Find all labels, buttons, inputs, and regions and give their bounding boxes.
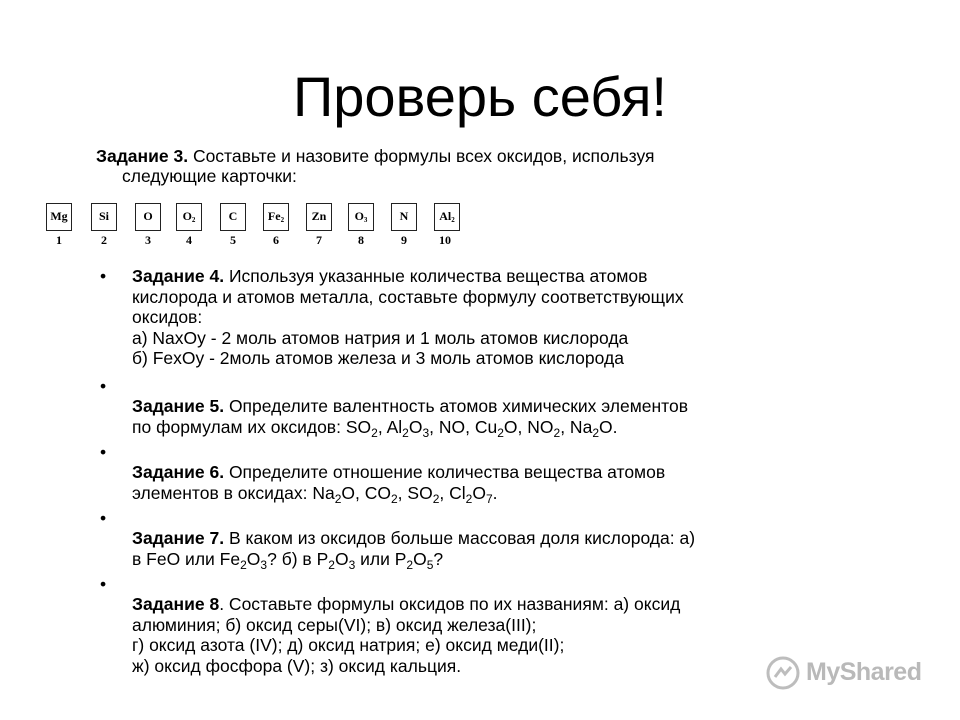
card-symbol: Mg bbox=[50, 209, 68, 223]
card-number: 7 bbox=[316, 233, 322, 247]
element-card bbox=[46, 203, 72, 231]
bullet-icon: • bbox=[100, 376, 107, 396]
card-number: 1 bbox=[56, 233, 62, 247]
card-symbol: Fe bbox=[267, 209, 281, 223]
watermark bbox=[766, 656, 926, 690]
card-number: 6 bbox=[273, 233, 279, 247]
element-card bbox=[263, 203, 289, 231]
card-number: 9 bbox=[401, 233, 407, 247]
card-subscript: 3 bbox=[363, 216, 368, 224]
task-7-line-2: в FeO или $Fe_2O_3$? б) в $P_2O_3$ или $P_2O_5$? bbox=[132, 548, 444, 572]
task-3-text-cont: следующие карточки: bbox=[122, 166, 297, 186]
card-subscript: 2 bbox=[451, 216, 455, 224]
task-4-line-1: Используя указанные количества вещества атомов bbox=[228, 266, 648, 286]
watermark-text: MyShared bbox=[806, 658, 922, 686]
card-symbol: O bbox=[143, 209, 153, 223]
element-card bbox=[348, 203, 374, 231]
task-8-line-4: ж) оксид фосфора (V); з) оксид кальция. bbox=[132, 655, 462, 676]
element-card bbox=[91, 203, 117, 231]
card-subscript: 2 bbox=[191, 216, 196, 224]
myshared-logo-icon bbox=[766, 656, 800, 690]
bullet-icon: • bbox=[100, 266, 107, 286]
card-number: 3 bbox=[145, 233, 151, 247]
task-6 bbox=[100, 442, 840, 506]
task-6-line-1: Определите отношение количества вещества атомов bbox=[228, 462, 666, 482]
card-number: 2 bbox=[101, 233, 107, 247]
bullet-icon: • bbox=[100, 508, 107, 528]
page-title: Проверь себя! bbox=[293, 65, 667, 128]
task-3-text: Составьте и назовите формулы всех оксидов, используя bbox=[192, 146, 655, 166]
card-number: 10 bbox=[439, 233, 451, 247]
card-number: 5 bbox=[230, 233, 236, 247]
task-5-line-2: по формулам их оксидов: bbox=[132, 416, 341, 437]
task-7-line-1: В каком из оксидов больше массовая доля кислорода: а) bbox=[228, 528, 696, 548]
element-card bbox=[306, 203, 332, 231]
task-8 bbox=[100, 574, 840, 676]
task-3-label: Задание 3. bbox=[96, 146, 189, 166]
task-6-label: Задание 6. bbox=[132, 462, 225, 482]
card-symbol: O bbox=[182, 209, 192, 223]
task-4-label: Задание 4. bbox=[132, 266, 225, 286]
task-5 bbox=[100, 376, 840, 440]
task-4-line-2: кислорода и атомов металла, составьте формулу соответствующих bbox=[132, 286, 684, 307]
card-number: 4 bbox=[186, 233, 192, 247]
element-card bbox=[135, 203, 161, 231]
task-6-formulas: $Na_2O$, $CO_2$, $SO_2$, $Cl_2O_7$. bbox=[312, 482, 498, 506]
task-4-line-5: б) FexOy - 2моль атомов железа и 3 моль атомов кислорода bbox=[132, 348, 624, 368]
task-5-label: Задание 5. bbox=[132, 396, 225, 416]
element-card bbox=[434, 203, 460, 231]
card-symbol: Al bbox=[439, 209, 452, 223]
task-5-line-1: Определите валентность атомов химических элементов bbox=[228, 396, 689, 416]
card-symbol: C bbox=[228, 209, 238, 223]
task-5-formulas: $SO_2$, $Al_2O_3$, NO, $Cu_2O$, $NO_2$, $Na_2O$. bbox=[345, 416, 618, 440]
bullet-icon: • bbox=[100, 574, 107, 594]
task-4-line-3: оксидов: bbox=[132, 307, 203, 327]
task-6-line-2: элементов в оксидах: bbox=[132, 482, 308, 503]
card-subscript: 2 bbox=[280, 216, 285, 224]
card-symbol: O bbox=[354, 209, 364, 223]
card-symbol: Zn bbox=[311, 209, 327, 223]
element-card bbox=[391, 203, 417, 231]
task-8-line-3: г) оксид азота (IV); д) оксид натрия; е) оксид меди(II); bbox=[132, 635, 565, 655]
card-symbol: Si bbox=[98, 209, 109, 223]
task-7-label: Задание 7. bbox=[132, 528, 225, 548]
task-8-label: Задание 8 bbox=[132, 594, 220, 614]
task-8-line-1: . Составьте формулы оксидов по их названиям: а) оксид bbox=[219, 594, 681, 614]
card-number: 8 bbox=[358, 233, 364, 247]
element-card bbox=[176, 203, 202, 231]
task-7 bbox=[100, 508, 840, 572]
bullet-icon: • bbox=[100, 442, 107, 462]
card-symbol: N bbox=[399, 209, 409, 223]
task-3 bbox=[96, 146, 836, 186]
task-8-line-2: алюминия; б) оксид серы(VI); в) оксид железа(III); bbox=[132, 614, 537, 635]
task-4 bbox=[100, 266, 840, 369]
task-4-line-4: а) NaxOy - 2 моль атомов натрия и 1 моль атомов кислорода bbox=[132, 327, 629, 348]
element-card bbox=[220, 203, 246, 231]
